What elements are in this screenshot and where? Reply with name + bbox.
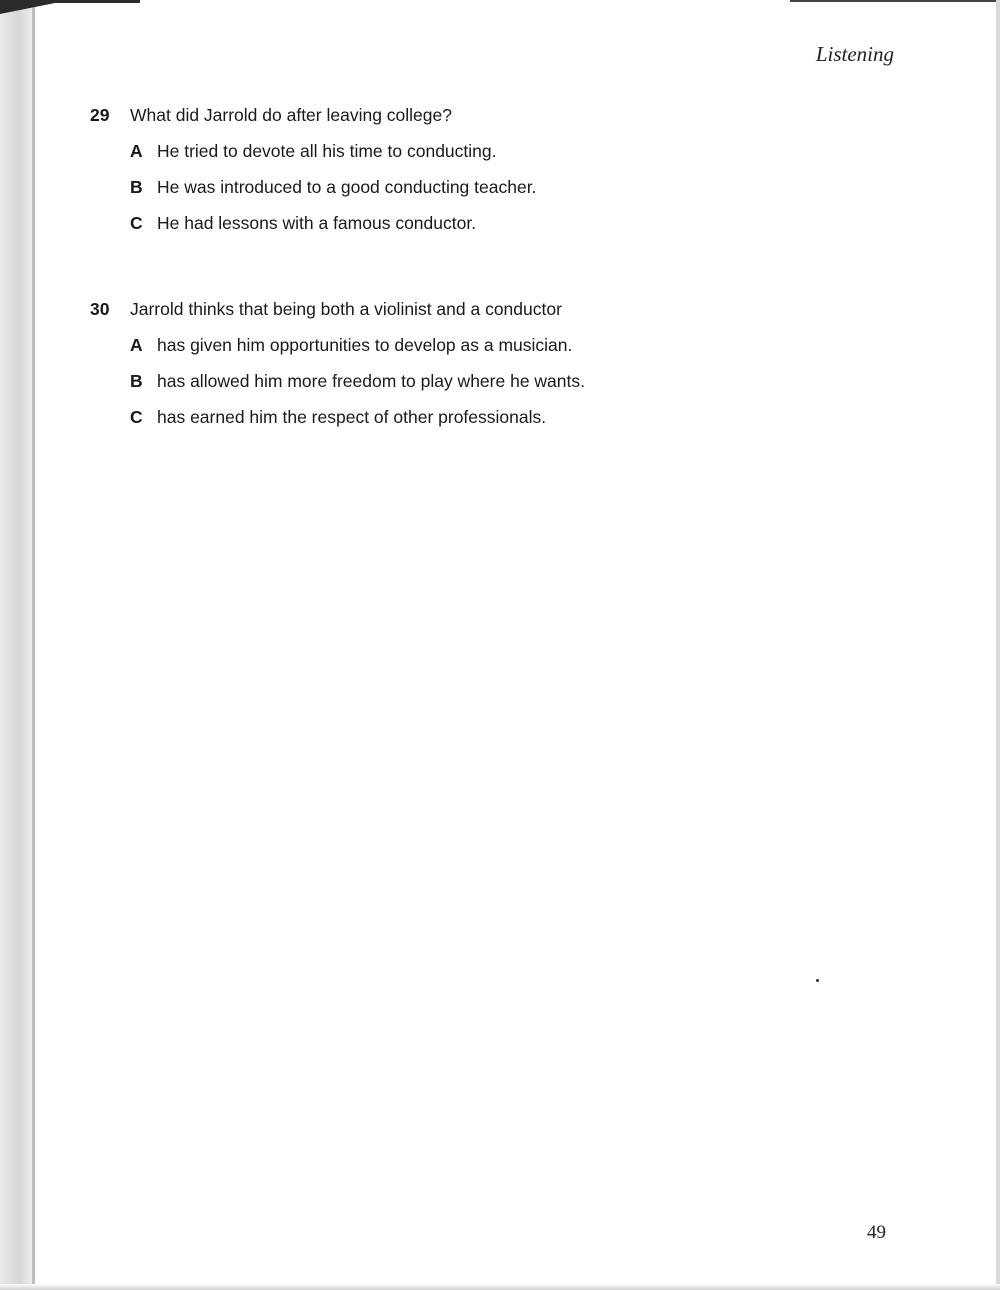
option-b <box>130 176 650 198</box>
option-c <box>130 406 650 428</box>
option-text: has earned him the respect of other professionals. <box>157 407 547 427</box>
option-letter: B <box>130 177 143 197</box>
running-header: Listening <box>815 42 894 66</box>
page-bottom-edge <box>0 1284 1000 1290</box>
option-text: He tried to devote all his time to conducting. <box>157 141 497 161</box>
question-29 <box>90 104 650 234</box>
page-right-edge <box>996 0 1000 1290</box>
question-stem <box>90 104 650 126</box>
question-text: Jarrold thinks that being both a violinist and a conductor <box>130 299 562 319</box>
option-letter: B <box>130 371 143 391</box>
question-number: 29 <box>90 105 110 125</box>
option-letter: A <box>130 141 143 161</box>
option-a <box>130 140 650 162</box>
option-a <box>130 334 650 356</box>
page-top-rule <box>790 0 1000 2</box>
option-text: has given him opportunities to develop as a musician. <box>157 335 573 355</box>
question-number: 30 <box>90 299 110 319</box>
question-30 <box>90 298 650 428</box>
option-letter: C <box>130 407 143 427</box>
page-corner-wedge <box>0 0 70 14</box>
question-stem <box>90 298 650 320</box>
option-letter: C <box>130 213 143 233</box>
page-binding-shadow <box>0 0 34 1290</box>
question-text: What did Jarrold do after leaving college? <box>130 105 452 125</box>
option-text: He was introduced to a good conducting teacher. <box>157 177 537 197</box>
option-text: has allowed him more freedom to play where he wants. <box>157 371 585 391</box>
option-letter: A <box>130 335 143 355</box>
option-text: He had lessons with a famous conductor. <box>157 213 477 233</box>
scan-speck <box>816 979 819 982</box>
option-c <box>130 212 650 234</box>
page-corner-mark <box>0 0 140 14</box>
option-b <box>130 370 650 392</box>
page-number: 49 <box>867 1222 886 1243</box>
page-binding-line <box>32 0 35 1290</box>
